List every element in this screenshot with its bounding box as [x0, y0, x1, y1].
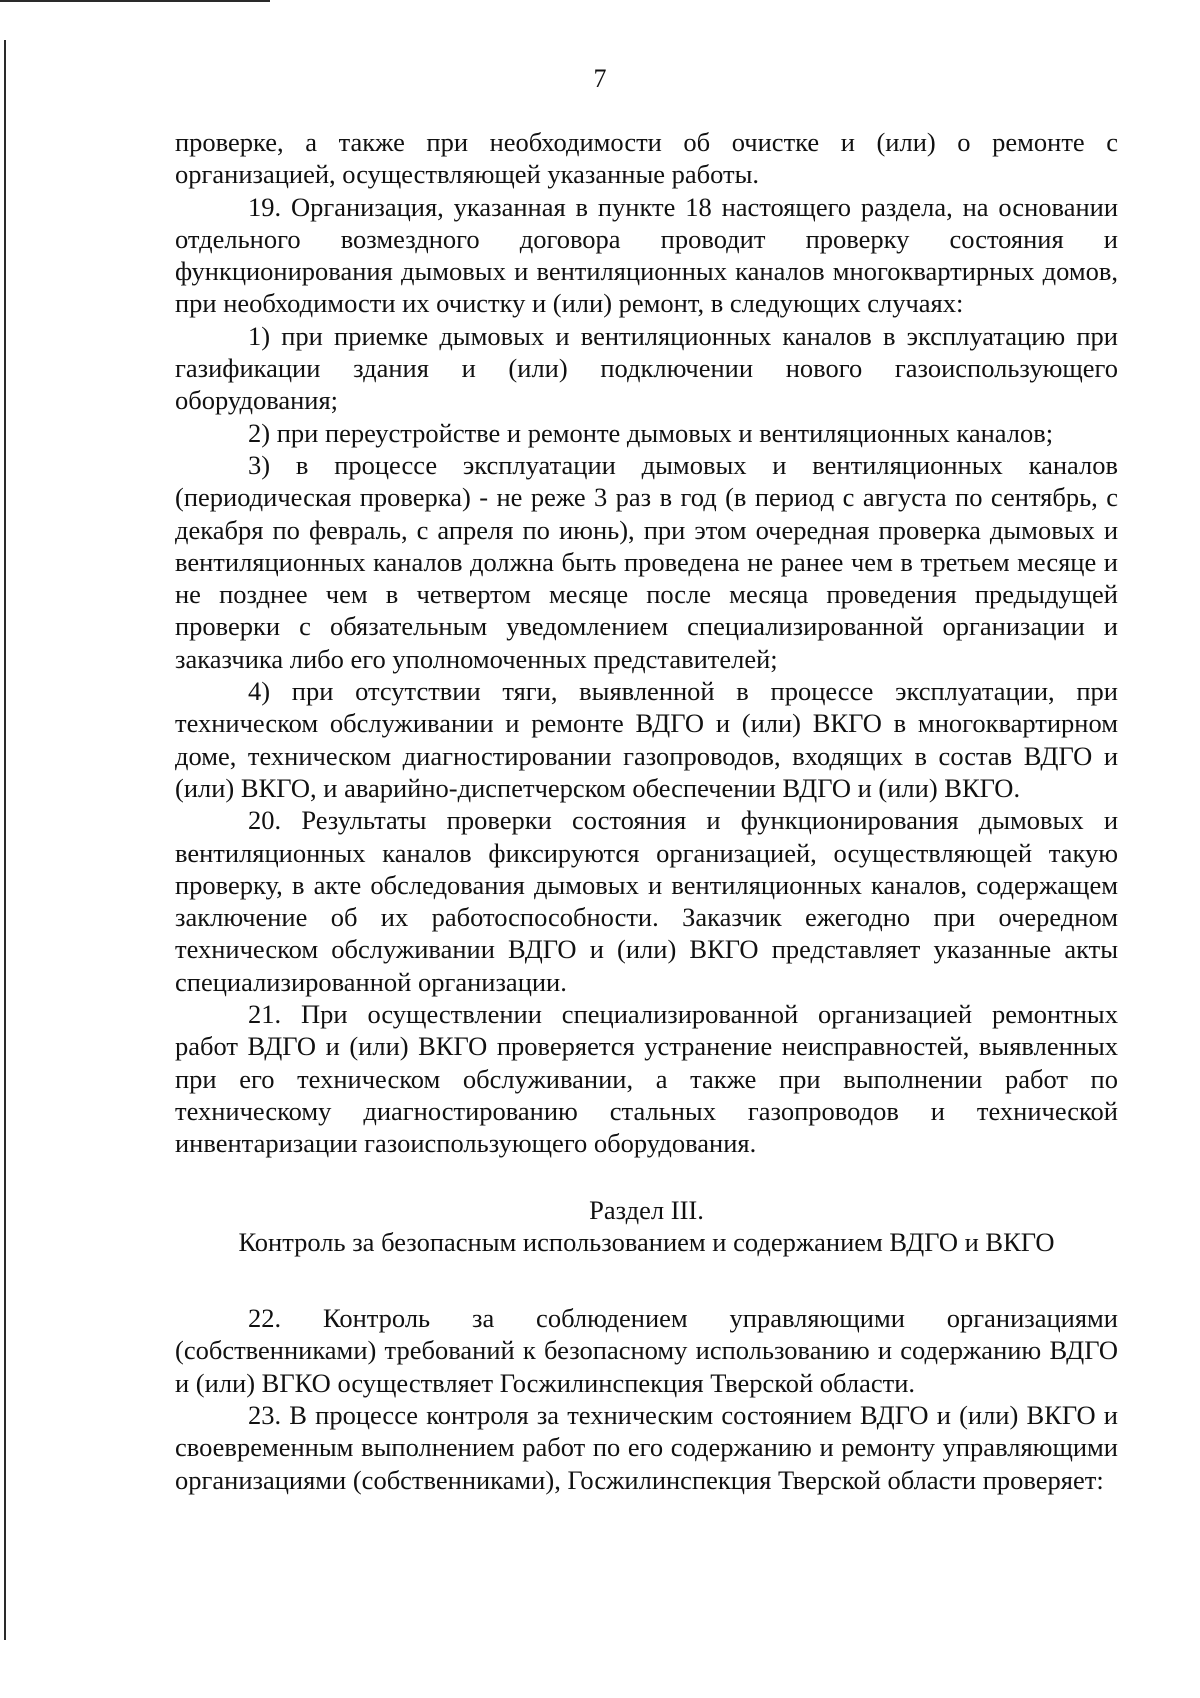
- document-body: [175, 126, 1118, 1496]
- paragraph-continuation: проверке, а также при необходимости об очистке и (или) о ремонте с организацией, осуществляющей указанные работы.: [175, 127, 1118, 190]
- paragraph-21: 21. При осуществлении специализированной организацией ремонтных работ ВДГО и (или) ВКГО проверяется устранение неисправностей, выявленных при его техническом обслуживании, а также при выполнении работ по техническому диагностированию стальных газопроводов и технической инвентаризации газоиспользующего оборудования.: [175, 999, 1118, 1159]
- paragraph-23: 23. В процессе контроля за техническим состоянием ВДГО и (или) ВКГО и своевременным выполнением работ по его содержанию и ремонту управляющими организациями (собственниками), Госжилинспекция Тверской области проверяет:: [175, 1399, 1118, 1495]
- scan-edge-left: [4, 40, 6, 1640]
- paragraph-19-item-1: 1) при приемке дымовых и вентиляционных каналов в эксплуатацию при газификации здания и (или) подключении нового газоиспользующего оборудования;: [175, 320, 1118, 416]
- section-title: Контроль за безопасным использованием и содержанием ВДГО и ВКГО: [238, 1226, 1055, 1257]
- paragraph-19-item-2: 2) при переустройстве и ремонте дымовых и вентиляционных каналов;: [248, 417, 1054, 448]
- section-number: Раздел III.: [589, 1194, 704, 1225]
- paragraph-20: 20. Результаты проверки состояния и функционирования дымовых и вентиляционных каналов фиксируются организацией, осуществляющей такую проверку, в акте обследования дымовых и вентиляционных каналов, содержащем заключение об их работоспособности. Заказчик ежегодно при очередном техническом обслуживании ВДГО и (или) ВКГО представляет указанные акты специализированной организации.: [175, 805, 1118, 997]
- paragraph-19: 19. Организация, указанная в пункте 18 настоящего раздела, на основании отдельного возмездного договора проводит проверку состояния и функционирования дымовых и вентиляционных каналов многоквартирных домов, при необходимости их очистку и (или) ремонт, в следующих случаях:: [175, 191, 1118, 319]
- scan-edge-top: [0, 0, 270, 2]
- page-number: 7: [593, 64, 607, 93]
- paragraph-19-item-3: 3) в процессе эксплуатации дымовых и вентиляционных каналов (периодическая проверка) - не реже 3 раз в год (в период с августа по сентябрь, с декабря по февраль, с апреля по июнь), при этом очередная проверка дымовых и вентиляционных каналов должна быть проведена не ранее чем в третьем месяце и не позднее чем в четвертом месяце после месяца проведения предыдущей проверки с обязательным уведомлением специализированной организации и заказчика либо его уполномоченных представителей;: [175, 449, 1118, 674]
- section-spacer: [175, 1258, 1118, 1302]
- paragraph-19-item-4: 4) при отсутствии тяги, выявленной в процессе эксплуатации, при техническом обслуживании и ремонте ВДГО и (или) ВКГО в многоквартирном доме, техническом диагностировании газопроводов, входящих в состав ВДГО и (или) ВКГО, и аварийно-диспетчерском обеспечении ВДГО и (или) ВКГО.: [175, 676, 1118, 803]
- paragraph-22: 22. Контроль за соблюдением управляющими организациями (собственниками) требований к безопасному использованию и содержанию ВДГО и (или) ВГКО осуществляет Госжилинспекция Тверской области.: [175, 1303, 1118, 1398]
